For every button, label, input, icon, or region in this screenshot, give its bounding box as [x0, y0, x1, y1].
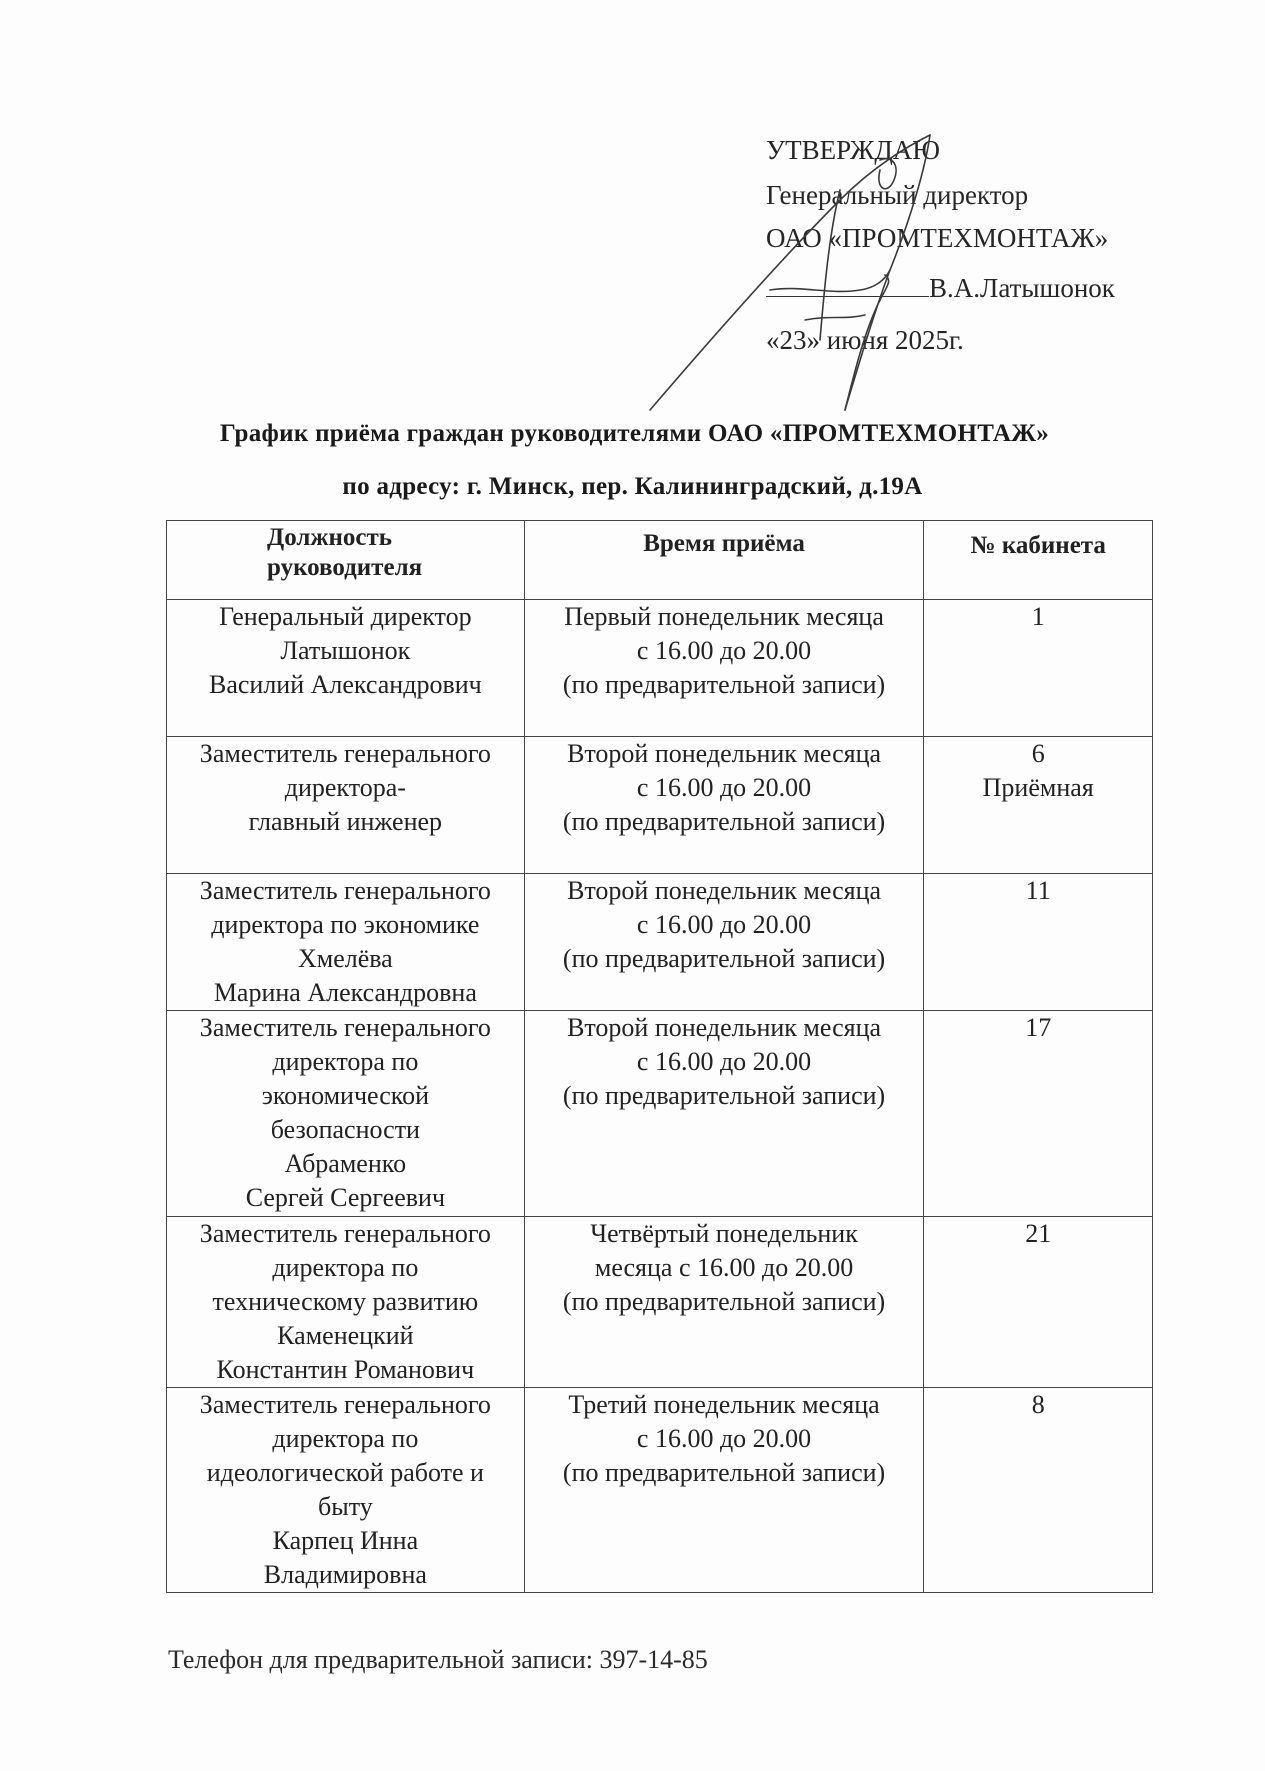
time-cell: [524, 1011, 924, 1217]
signature-line: [766, 276, 929, 297]
position-cell-line: директора по: [272, 1253, 419, 1282]
approval-company: ОАО «ПРОМТЕХМОНТАЖ»: [766, 223, 1109, 253]
header-position-line: Должность: [267, 524, 393, 551]
room-cell: [924, 600, 1153, 737]
header-position: [167, 521, 525, 600]
document-title: График приёма граждан руководителями ОАО «ПРОМТЕХМОНТАЖ»: [219, 420, 1050, 447]
position-cell-line: директора-: [284, 773, 406, 802]
position-cell-line: быту: [318, 1492, 373, 1521]
time-cell-line: (по предварительной записи): [562, 1081, 886, 1110]
time-cell-line: Второй понедельник месяца: [567, 739, 882, 768]
room-cell: [924, 737, 1153, 874]
time-cell-line: (по предварительной записи): [562, 1458, 886, 1487]
header-room-label: № кабинета: [970, 532, 1106, 559]
time-cell-line: с 16.00 до 20.00: [636, 1424, 812, 1453]
time-cell: [524, 600, 924, 737]
position-cell: [167, 874, 525, 1011]
position-cell-line: экономической: [261, 1081, 429, 1110]
schedule-table: [166, 520, 1153, 1593]
time-cell-line: с 16.00 до 20.00: [636, 1047, 812, 1076]
time-cell-line: (по предварительной записи): [562, 1287, 886, 1316]
position-cell-line: главный инженер: [248, 807, 443, 836]
position-cell-line: безопасности: [270, 1115, 420, 1144]
position-cell-line: Заместитель генерального: [199, 739, 491, 768]
room-cell-line: Приёмная: [982, 773, 1094, 802]
time-cell: [524, 737, 924, 874]
time-cell-line: с 16.00 до 20.00: [636, 910, 812, 939]
room-cell: [924, 874, 1153, 1011]
room-cell-line: 6: [1031, 739, 1045, 768]
header-time: [524, 521, 924, 600]
time-cell-line: Четвёртый понедельник: [590, 1219, 858, 1248]
time-cell-line: с 16.00 до 20.00: [636, 636, 812, 665]
position-cell-line: Василий Александрович: [208, 670, 482, 699]
time-cell-line: Второй понедельник месяца: [567, 876, 882, 905]
position-cell-line: директора по: [272, 1424, 419, 1453]
position-cell-line: Заместитель генерального: [199, 1390, 491, 1419]
table-row: [167, 737, 1153, 874]
table-row: [167, 600, 1153, 737]
position-cell-line: Генеральный директор: [219, 602, 472, 631]
table-header-row: [167, 521, 1153, 600]
position-cell-line: Карпец Инна: [272, 1526, 419, 1555]
time-cell-line: (по предварительной записи): [562, 670, 886, 699]
header-room: [924, 521, 1153, 600]
position-cell-line: директора по экономике: [211, 910, 480, 939]
position-cell-line: Хмелёва: [297, 944, 393, 973]
position-cell-line: Заместитель генерального: [199, 1013, 491, 1042]
position-cell-line: Каменецкий: [277, 1321, 414, 1350]
position-cell: [167, 1217, 525, 1388]
time-cell-line: (по предварительной записи): [562, 807, 886, 836]
position-cell-line: Заместитель генерального: [199, 1219, 491, 1248]
position-cell-line: Латышонок: [280, 636, 411, 665]
header-time-label: Время приёма: [643, 530, 805, 557]
position-cell-line: Владимировна: [263, 1560, 427, 1589]
room-cell-line: 1: [1031, 602, 1045, 631]
position-cell: [167, 737, 525, 874]
approval-heading: УТВЕРЖДАЮ: [766, 135, 941, 165]
approval-signer: В.А.Латышонок: [929, 273, 1115, 303]
position-cell-line: Абраменко: [284, 1149, 407, 1178]
approval-position: Генеральный директор: [766, 180, 1029, 210]
time-cell-line: с 16.00 до 20.00: [636, 773, 812, 802]
table-row: [167, 1388, 1153, 1593]
room-cell: [924, 1011, 1153, 1217]
position-cell-line: Марина Александровна: [213, 978, 477, 1007]
time-cell-line: (по предварительной записи): [562, 944, 886, 973]
header-position-line: руководителя: [267, 554, 423, 581]
table-row: [167, 1011, 1153, 1217]
time-cell: [524, 1217, 924, 1388]
time-cell: [524, 1388, 924, 1593]
position-cell-line: Константин Романович: [216, 1355, 475, 1384]
document-address: по адресу: г. Минск, пер. Калининградский, д.19А: [342, 473, 923, 500]
approval-signer-line: [766, 270, 1115, 307]
room-cell: [924, 1217, 1153, 1388]
room-cell-line: 11: [1025, 876, 1051, 905]
position-cell-line: директора по: [272, 1047, 419, 1076]
time-cell-line: Второй понедельник месяца: [567, 1013, 882, 1042]
time-cell-line: Третий понедельник месяца: [568, 1390, 880, 1419]
room-cell-line: 17: [1025, 1013, 1052, 1042]
signature-stroke: [805, 315, 865, 320]
table-row: [167, 1217, 1153, 1388]
position-cell: [167, 600, 525, 737]
position-cell-line: Сергей Сергеевич: [245, 1183, 446, 1212]
position-cell-line: Заместитель генерального: [199, 876, 491, 905]
time-cell-line: месяца с 16.00 до 20.00: [594, 1253, 854, 1282]
room-cell-line: 8: [1031, 1390, 1045, 1419]
position-cell-line: техническому развитию: [212, 1287, 479, 1316]
phone-note: Телефон для предварительной записи: 397-14-85: [168, 1645, 708, 1674]
position-cell: [167, 1011, 525, 1217]
room-cell-line: 21: [1025, 1219, 1052, 1248]
position-cell: [167, 1388, 525, 1593]
time-cell-line: Первый понедельник месяца: [564, 602, 884, 631]
room-cell: [924, 1388, 1153, 1593]
position-cell-line: идеологической работе и: [206, 1458, 484, 1487]
approval-date: «23» июня 2025г.: [766, 325, 964, 355]
time-cell: [524, 874, 924, 1011]
table-row: [167, 874, 1153, 1011]
